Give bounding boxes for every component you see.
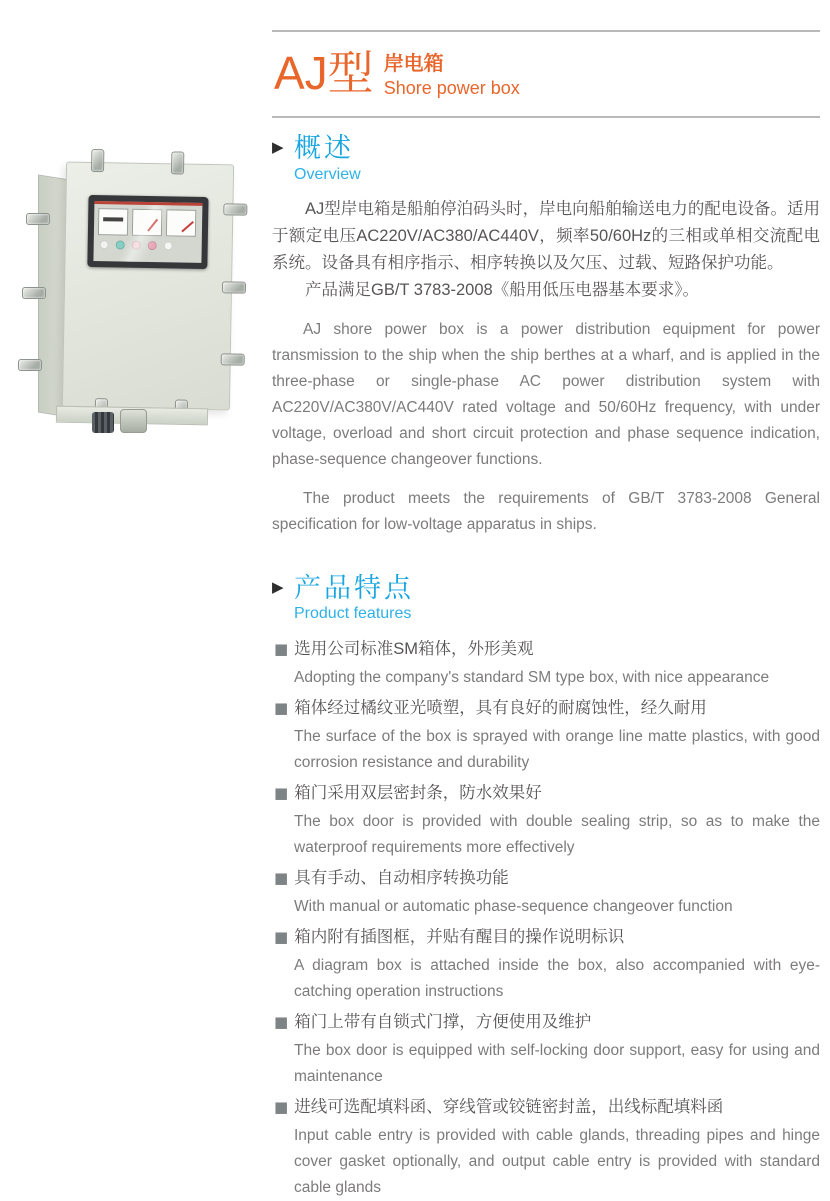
overview-heading (272, 134, 820, 184)
latch-clamp-icon (171, 151, 184, 174)
feature-text-en: Input cable entry is provided with cable glands, threading pipes and hinge cover gasket optionally, and output cable entry is provided with standard cable glands (294, 1127, 820, 1197)
meter-window-panel (87, 195, 208, 269)
product-name-en: Shore power box (383, 78, 520, 99)
feature-text-cn: 箱体经过橘纹亚光喷塑，具有良好的耐腐蚀性，经久耐用 (294, 699, 707, 718)
feature-text-cn: 箱门采用双层密封条，防水效果好 (294, 784, 542, 803)
feature-item (274, 865, 820, 920)
cable-gland-icon (120, 409, 147, 433)
feature-text-cn: 选用公司标准SM箱体，外形美观 (294, 640, 534, 659)
feature-item (274, 1009, 820, 1090)
feature-item (274, 924, 820, 1005)
latch-clamp-icon (91, 149, 104, 172)
bullet-icon: ■ (274, 869, 289, 888)
product-photo (8, 135, 264, 453)
feature-item (274, 636, 820, 691)
meter-window-inner (93, 201, 202, 263)
overview-paragraph-cn-1: AJ型岸电箱是船舶停泊码头时，岸电向船舶输送电力的配电设备。适用于额定电压AC220V/AC380/AC440V，频率50/60Hz的三相或单相交流配电系统。设备具有相序指示、相序转换以及欠压、过载、短路保护功能。 (272, 199, 820, 272)
cable-gland-icon (92, 412, 114, 433)
features-heading-cn: 产品特点 (294, 572, 414, 603)
content-column (272, 0, 820, 1201)
feature-item (274, 1094, 820, 1201)
feature-text-cn: 具有手动、自动相序转换功能 (294, 869, 509, 888)
section-arrow-icon: ▶ (272, 577, 284, 596)
latch-clamp-icon (26, 213, 50, 225)
overview-heading-en: Overview (294, 165, 361, 183)
feature-text-en: The box door is equipped with self-locking door support, easy for using and maintenance (294, 1042, 820, 1086)
features-list (272, 636, 820, 1201)
features-heading (272, 574, 820, 624)
box-front-door (62, 162, 234, 411)
feature-text-cn: 箱门上带有自锁式门撑，方便使用及维护 (294, 1013, 592, 1032)
feature-text-en: The surface of the box is sprayed with orange line matte plastics, with good corrosion resistance and durability (294, 728, 820, 772)
latch-clamp-icon (221, 353, 245, 365)
overview-paragraph-cn-2: 产品满足GB/T 3783-2008《船用低压电器基本要求》。 (305, 280, 699, 299)
feature-text-en: With manual or automatic phase-sequence changeover function (294, 898, 733, 916)
bullet-icon: ■ (274, 640, 289, 659)
feature-text-cn: 箱内附有插图框，并贴有醒目的操作说明标识 (294, 928, 625, 947)
feature-text-en: A diagram box is attached inside the box, also accompanied with eye-catching operation instructions (294, 957, 820, 1001)
bullet-icon: ■ (274, 1013, 289, 1032)
feature-text-en: Adopting the company's standard SM type box, with nice appearance (294, 669, 770, 687)
bullet-icon: ■ (274, 1098, 289, 1117)
feature-item (274, 695, 820, 776)
latch-clamp-icon (223, 203, 247, 215)
overview-heading-cn: 概述 (294, 133, 354, 163)
feature-item (274, 780, 820, 861)
latch-clamp-icon (22, 287, 46, 299)
latch-clamp-icon (18, 359, 42, 371)
product-name-cn: 岸电箱 (383, 53, 444, 76)
bullet-icon: ■ (274, 699, 289, 718)
divider-under-title (272, 116, 820, 118)
features-heading-en: Product features (294, 605, 412, 623)
feature-text-en: The box door is provided with double sealing strip, so as to make the waterproof requirements more effectively (294, 813, 820, 857)
overview-section (272, 134, 820, 538)
product-subtitle (384, 48, 520, 100)
feature-text-cn: 进线可选配填料函、穿线管或铰链密封盖，出线标配填料函 (294, 1098, 724, 1117)
latch-clamp-icon (222, 281, 246, 293)
glass-reflection (93, 204, 202, 263)
overview-paragraph-en-2: The product meets the requirements of GB/T 3783-2008 General specification for low-voltage apparatus in ships. (272, 489, 820, 533)
product-model: AJ型 (274, 47, 374, 100)
product-title-block (272, 32, 820, 116)
overview-paragraph-en-1: AJ shore power box is a power distribution equipment for power transmission to the ship when the ship berthes at a wharf, and is applied in the three-phase or single-phase AC power distribution system with AC220V/AC380V/AC440V rated voltage and 50/60Hz frequency, with under voltage, overload and short circuit protection and phase sequence indication, phase-sequence changeover functions. (272, 320, 820, 468)
bullet-icon: ■ (274, 928, 289, 947)
section-arrow-icon: ▶ (272, 138, 284, 156)
bullet-icon: ■ (274, 784, 289, 803)
features-section (272, 574, 820, 1201)
